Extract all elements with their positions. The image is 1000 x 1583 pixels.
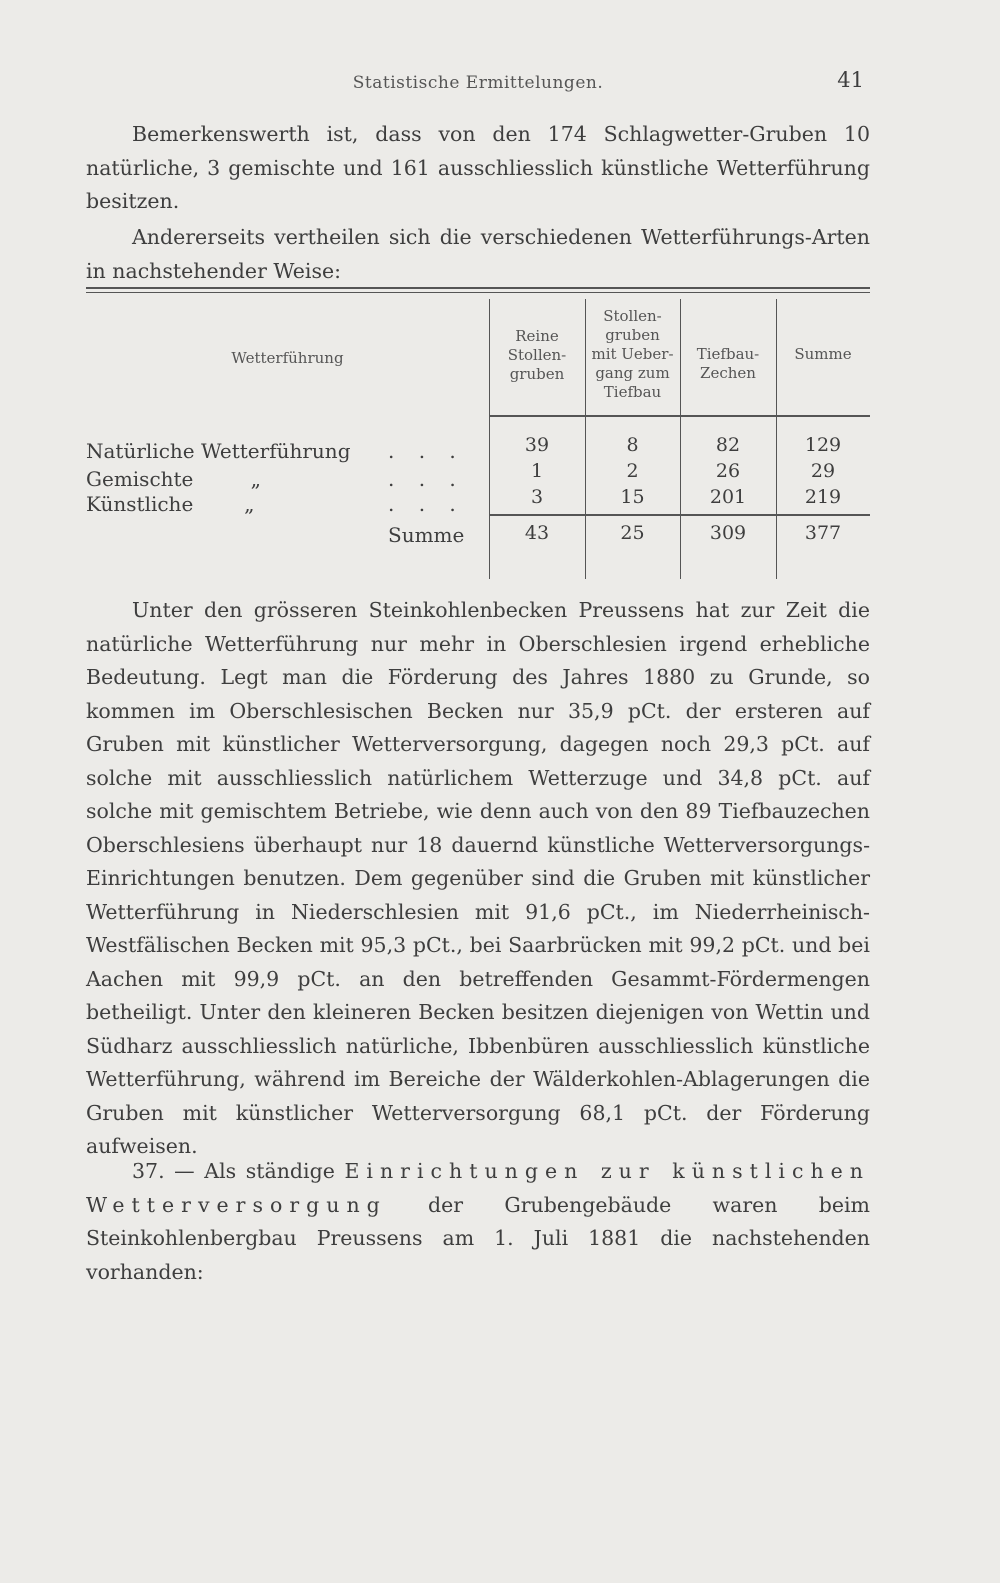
row-label-gemischte: Gemischte „ (86, 467, 261, 491)
ventilation-table (86, 287, 870, 582)
row-label-natuerliche: Natürliche Wetterführung (86, 439, 351, 463)
running-header (86, 68, 870, 98)
paragraph-1: Bemerkenswerth ist, dass von den 174 Schlagwetter-Gruben 10 natürliche, 3 gemischte und 161 ausschliesslich künstliche Wetterführung besitzen. (86, 122, 870, 213)
total-cell: 25 (620, 522, 645, 544)
paragraph-3: Unter den grösseren Steinkohlenbecken Preussens hat zur Zeit die natürliche Wetterführung nur mehr in Oberschlesien irgend erhebliche Bedeutung. Legt man die Förderung des Jahres 1880 zu Grunde, so kommen im Oberschlesischen Becken nur 35,9 pCt. der ersteren auf Gruben mit künstlicher Wetterversorgung, dagegen noch 29,3 pCt. auf solche mit ausschliesslich natürlichem Wetterzuge und 34,8 pCt. auf solche mit gemischtem Betriebe, wie denn auch von den 89 Tiefbauzechen Oberschlesiens überhaupt nur 18 dauernd künstliche Wetterversorgungs-Einrichtungen benutzen. Dem gegenüber sind die Gruben mit künstlicher Wetterführung in Niederschlesien mit 91,6 pCt., im Niederrheinisch-Westfälischen Becken mit 95,3 pCt., bei Saarbrücken mit 99,2 pCt. und bei Aachen mit 99,9 pCt. an den betreffenden Gesammt-Fördermengen betheiligt. Unter den kleineren Becken besitzen diejenigen von Wettin und Südharz ausschliesslich natürliche, Ibbenbüren ausschliesslich künstliche Wetterführung, während im Bereiche der Wälderkohlen-Ablagerungen die Gruben mit künstlicher Wetterversorgung 68,1 pCt. der Förderung aufweisen. (86, 598, 870, 1158)
header-reine-stollengruben: Reine Stollen- gruben (507, 327, 567, 383)
row-dots: . . . (388, 492, 465, 516)
paragraph-2: Andererseits vertheilen sich die verschiedenen Wetterführungs-Arten in nachstehender Weise: (86, 225, 870, 283)
total-label: Summe (388, 523, 465, 547)
cell: 15 (620, 486, 645, 508)
cell: 1 (530, 460, 544, 482)
page-number: 41 (837, 68, 864, 92)
cell: 26 (715, 460, 741, 482)
total-cell: 377 (804, 522, 842, 544)
row-dots: . . . (388, 439, 465, 463)
cell: 39 (524, 434, 550, 456)
spaced-emphasis: Einrichtungen zur künstlichen Wetterversorgung (86, 1159, 870, 1217)
header-tiefbauzechen: Tiefbau- Zechen (696, 345, 760, 382)
cell: 129 (804, 434, 842, 456)
cell: 3 (530, 486, 544, 508)
row-dots: . . . (388, 467, 465, 491)
total-cell: 43 (524, 522, 550, 544)
cell: 29 (810, 460, 836, 482)
running-title: Statistische Ermittelungen. (352, 73, 604, 93)
paragraph-4: 37. — Als ständige Einrichtungen zur künstlichen Wetterversorgung der Grubengebäude waren beim Steinkohlenbergbau Preussens am 1. Juli 1881 die nachstehenden vorhanden: (86, 1159, 870, 1284)
cell: 2 (626, 460, 639, 482)
total-cell: 309 (709, 522, 747, 544)
header-stollengruben-uebergang: Stollen- gruben mit Ueber- gang zum Tiefbau (591, 307, 674, 401)
row-label-kuenstliche: Künstliche „ (86, 492, 255, 516)
cell: 201 (709, 486, 747, 508)
table-top-rule (86, 287, 870, 289)
cell: 82 (715, 434, 741, 456)
header-wetterfuehrung: Wetterführung (231, 349, 344, 367)
cell: 219 (804, 486, 842, 508)
table-top-rule-2 (86, 292, 870, 293)
header-summe: Summe (794, 345, 852, 363)
cell: 8 (626, 434, 639, 456)
